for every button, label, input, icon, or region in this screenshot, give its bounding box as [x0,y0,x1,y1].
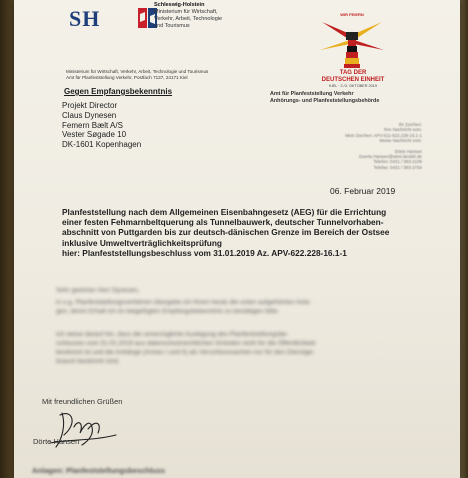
authority-block [270,91,420,104]
letter-date: 06. Februar 2019 [330,186,396,196]
handwritten-signature [32,405,122,455]
body-line: bestimmt ist und die Anhänge (Annex I und II) als Verschlusssachen nur für den Dienstge- [56,349,315,356]
body-line: in o.g. Planfeststellungsverfahren übergebe ich Ihnen heute die unten aufgeführten Anla- [56,299,312,306]
subject-line: hier: Planfeststellungsbeschluss vom 31.01.2019 Az. APV-622.228-16.1-1 [62,247,347,258]
ministry-line: und Tourismus [154,23,190,29]
subject-line: Planfeststellung nach dem Allgemeinen Eisenbahngesetz (AEG) für die Errichtung [62,207,387,217]
ministry-line: Verkehr, Arbeit, Technologie [154,16,223,22]
reference-block [282,122,422,170]
authority-line: Amt für Planfeststellung Verkehr [270,91,354,97]
delivery-note: Gegen Empfangsbekenntnis [64,87,173,96]
ministry-name [154,2,264,30]
body-line: schlusses vom 31.01.2019 aus datenschutzrechtlichen Gründen nicht für die Öffentlichkeit [56,340,316,347]
body-paragraph [56,298,436,316]
reference-line: Meine Nachricht vom: [379,138,422,144]
subject-line: inklusive Umweltverträglichkeitsprüfung [62,237,222,248]
reference-line: Mein Zeichen: APV-611-622.228-16.1-1 [345,132,422,138]
recipient-address [62,101,141,150]
authority-line: Anhörungs- und Planfeststellungsbehörde [270,97,380,104]
letter-page [14,0,460,478]
reference-line: Dörte Hansen [394,148,422,154]
sender-text: Ministerium für Wirtschaft, Verkehr, Arbeit, Technologie und Tourismus [66,69,209,74]
body-line: Ich weise darauf hin, dass die unverzügliche Auslegung des Planfeststellungsbe- [56,331,289,338]
badge-title-line: TAG DER [339,70,367,76]
subject-block [62,207,452,258]
salutation: Sehr geehrter Herr Dynesen, [56,287,140,294]
body-line: gen, deren Erhalt ich im beigefügten Empfangsbekenntnis zu bestätigen bitte. [56,308,280,315]
reference-line: Ihre Nachricht vom: [383,127,422,133]
signer-name: Dörte Hansen [33,437,80,446]
reference-line: Telefax: 0431 / 383-2754 [373,164,422,170]
badge-top-text: WIR FEIERN [340,12,364,17]
address-line: Claus Dynesen [62,110,117,120]
badge-title [310,70,396,84]
subject-line: einer festen Fehmarnbeltquerung als Tunnelbauwerk, deutscher Tunnelvorhaben- [62,217,384,228]
address-line: Projekt Director [62,101,118,110]
ministry-line: Ministerium für Wirtschaft, [154,9,218,15]
address-line: Vester Søgade 10 [62,130,127,140]
body-line: brauch bestimmt sind. [56,358,120,365]
reference-line: Telefon: 0431 / 383-2109 [373,159,422,165]
badge-date: KIEL · 2./3. OKTOBER 2019 [329,84,377,88]
state-logo-text: SH [69,6,101,31]
address-line: DK-1601 Kopenhagen [62,140,142,150]
sender-line [66,69,296,80]
subject-line: abschnitt von Puttgarden bis zur deutsch-dänischen Grenze im Bereich der Ostsee [62,227,390,238]
attachments-heading: Anlagen: Planfeststellungsbeschluss [32,466,165,475]
reference-line: Ihr Zeichen: [398,122,422,127]
address-line: Femern Bælt A/S [62,120,123,130]
body-paragraph [56,330,436,366]
closing-text: Mit freundlichen Grüßen [42,397,123,406]
ministry-line: Schleswig-Holstein [154,2,205,8]
reference-line: Doerte.Hansen@wimi.landsh.de [358,154,422,160]
sender-text: Amt für Planfeststellung Verkehr, Postfach 7137, 24171 Kiel [66,74,188,80]
badge-title-line: DEUTSCHEN EINHEIT [321,77,385,83]
